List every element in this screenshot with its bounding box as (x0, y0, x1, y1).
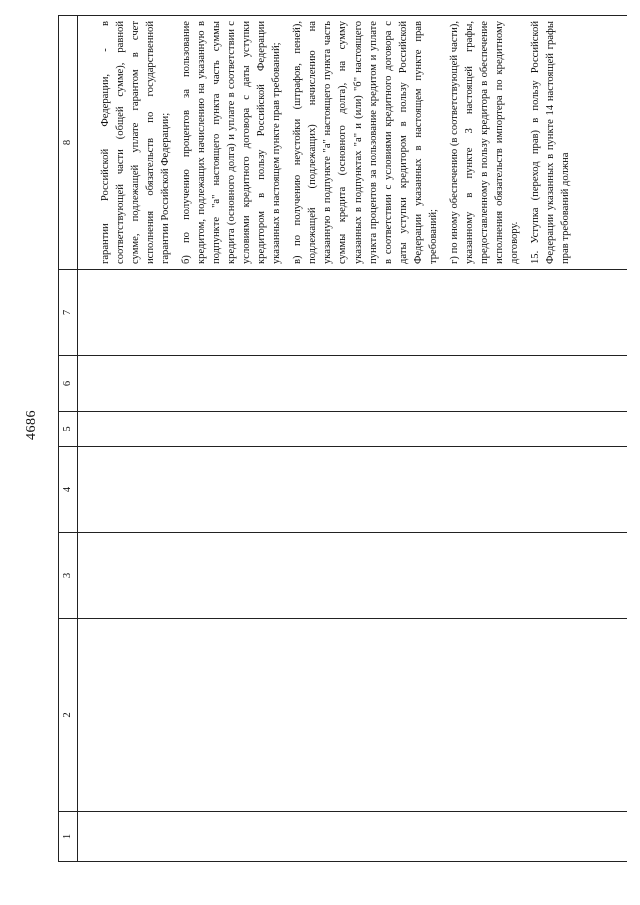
document-table (58, 15, 627, 862)
paragraph-guarantee-continuation: гарантии Российской Федерации, - в соответствующей части (общей сумме), равной сумме, подлежащей уплате гарантом в счет исполнения обязательств по государственной гарантии Российской Федерации; (100, 21, 172, 264)
column-header-2: 2 (59, 619, 78, 812)
table-row (78, 16, 628, 862)
column-header-5: 5 (59, 412, 78, 447)
cell-col-3 (78, 533, 628, 619)
cell-col-4 (78, 447, 628, 533)
paragraph-item-g: г) по иному обеспечению (в соответствующей части), указанному в пункте 3 настоящей графы, предоставленному в пользу кредитора в обеспечение исполнения обязательств импортера по кредитному договору. (448, 21, 520, 264)
column-header-3: 3 (59, 533, 78, 619)
column-header-8: 8 (59, 16, 78, 270)
cell-col-8 (78, 16, 628, 270)
page-number: 4686 (24, 410, 39, 440)
column-header-4: 4 (59, 447, 78, 533)
cell-col-5 (78, 412, 628, 447)
column-header-1: 1 (59, 812, 78, 862)
column-header-7: 7 (59, 270, 78, 356)
table-header-row (59, 16, 78, 862)
paragraph-item-v: в) по получению неустойки (штрафов, пеней), подлежащей (подлежащих) начислению на указанную в подпункте "а" настоящего пункта часть суммы кредита (основного долга), на сумму указанных в подпунктах "а" и (или) "б" настоящего пункта процентов за пользование кредитом и уплате в соответствии с условиями кредитного договора с даты уступки кредитором в пользу Российской Федерации указанных в настоящем пункте прав требований; (292, 21, 439, 264)
paragraph-item-b: б) по получению процентов за пользование кредитом, подлежащих начислению на указанную в подпункте "а" настоящего пункта часть суммы кредита (основного долга) и уплате в соответствии с условиями кредитного договора с даты уступки кредитором в пользу Российской Федерации указанных в настоящем пункте прав требований; (181, 21, 283, 264)
rotated-page (58, 16, 606, 862)
paragraph-item-15: 15. Уступка (переход прав) в пользу Российской Федерации указанных в пункте 14 настоящей графы прав требований должна (529, 21, 571, 264)
cell-col-6 (78, 356, 628, 412)
cell-col-7 (78, 270, 628, 356)
cell-col-2 (78, 619, 628, 812)
cell-col-1 (78, 812, 628, 862)
column-header-6: 6 (59, 356, 78, 412)
